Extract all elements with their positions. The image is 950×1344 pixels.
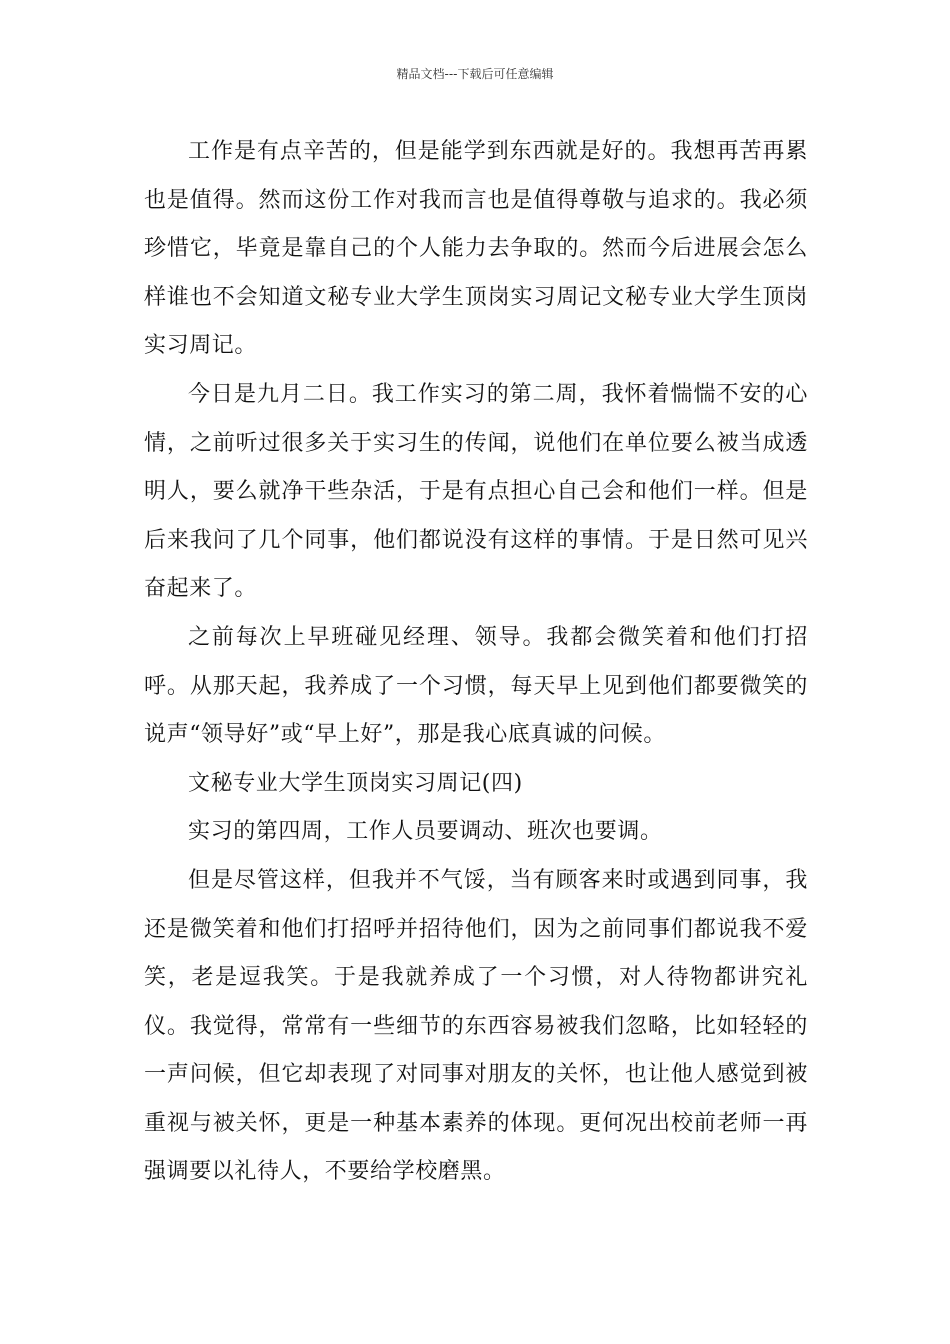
paragraph: 但是尽管这样，但我并不气馁，当有顾客来时或遇到同事，我还是微笑着和他们打招呼并招待他们，因为之前同事们都说我不爱笑，老是逗我笑。于是我就养成了一个习惯，对人待物都讲究礼仪。我觉得，常常有一些细节的东西容易被我们忽略，比如轻轻的一声问候，但它却表现了对同事对朋友的关怀，也让他人感觉到被重视与被关怀，更是一种基本素养的体现。更何况出校前老师一再强调要以礼待人，不要给学校磨黑。 xyxy=(144,867,808,1185)
paragraph: 实习的第四周，工作人员要调动、班次也要调。 xyxy=(188,819,663,845)
section-heading: 文秘专业大学生顶岗实习周记(四) xyxy=(188,770,523,796)
document-body xyxy=(144,128,808,1197)
paragraph: 之前每次上早班碰见经理、领导。我都会微笑着和他们打招呼。从那天起，我养成了一个习惯，每天早上见到他们都要微笑的说声“领导好”或“早上好”，那是我心底真诚的问候。 xyxy=(144,624,808,748)
paragraph: 今日是九月二日。我工作实习的第二周，我怀着惴惴不安的心情，之前听过很多关于实习生的传闻，说他们在单位要么被当成透明人，要么就净干些杂活，于是有点担心自己会和他们一样。但是后来我问了几个同事，他们都说没有这样的事情。于是日然可见兴奋起来了。 xyxy=(144,381,808,602)
paragraph: 工作是有点辛苦的，但是能学到东西就是好的。我想再苦再累也是值得。然而这份工作对我而言也是值得尊敬与追求的。我必须珍惜它，毕竟是靠自己的个人能力去争取的。然而今后进展会怎么样谁也不会知道文秘专业大学生顶岗实习周记文秘专业大学生顶岗实习周记。 xyxy=(144,139,808,359)
page-header: 精品文档---下载后可任意编辑 xyxy=(396,67,554,81)
